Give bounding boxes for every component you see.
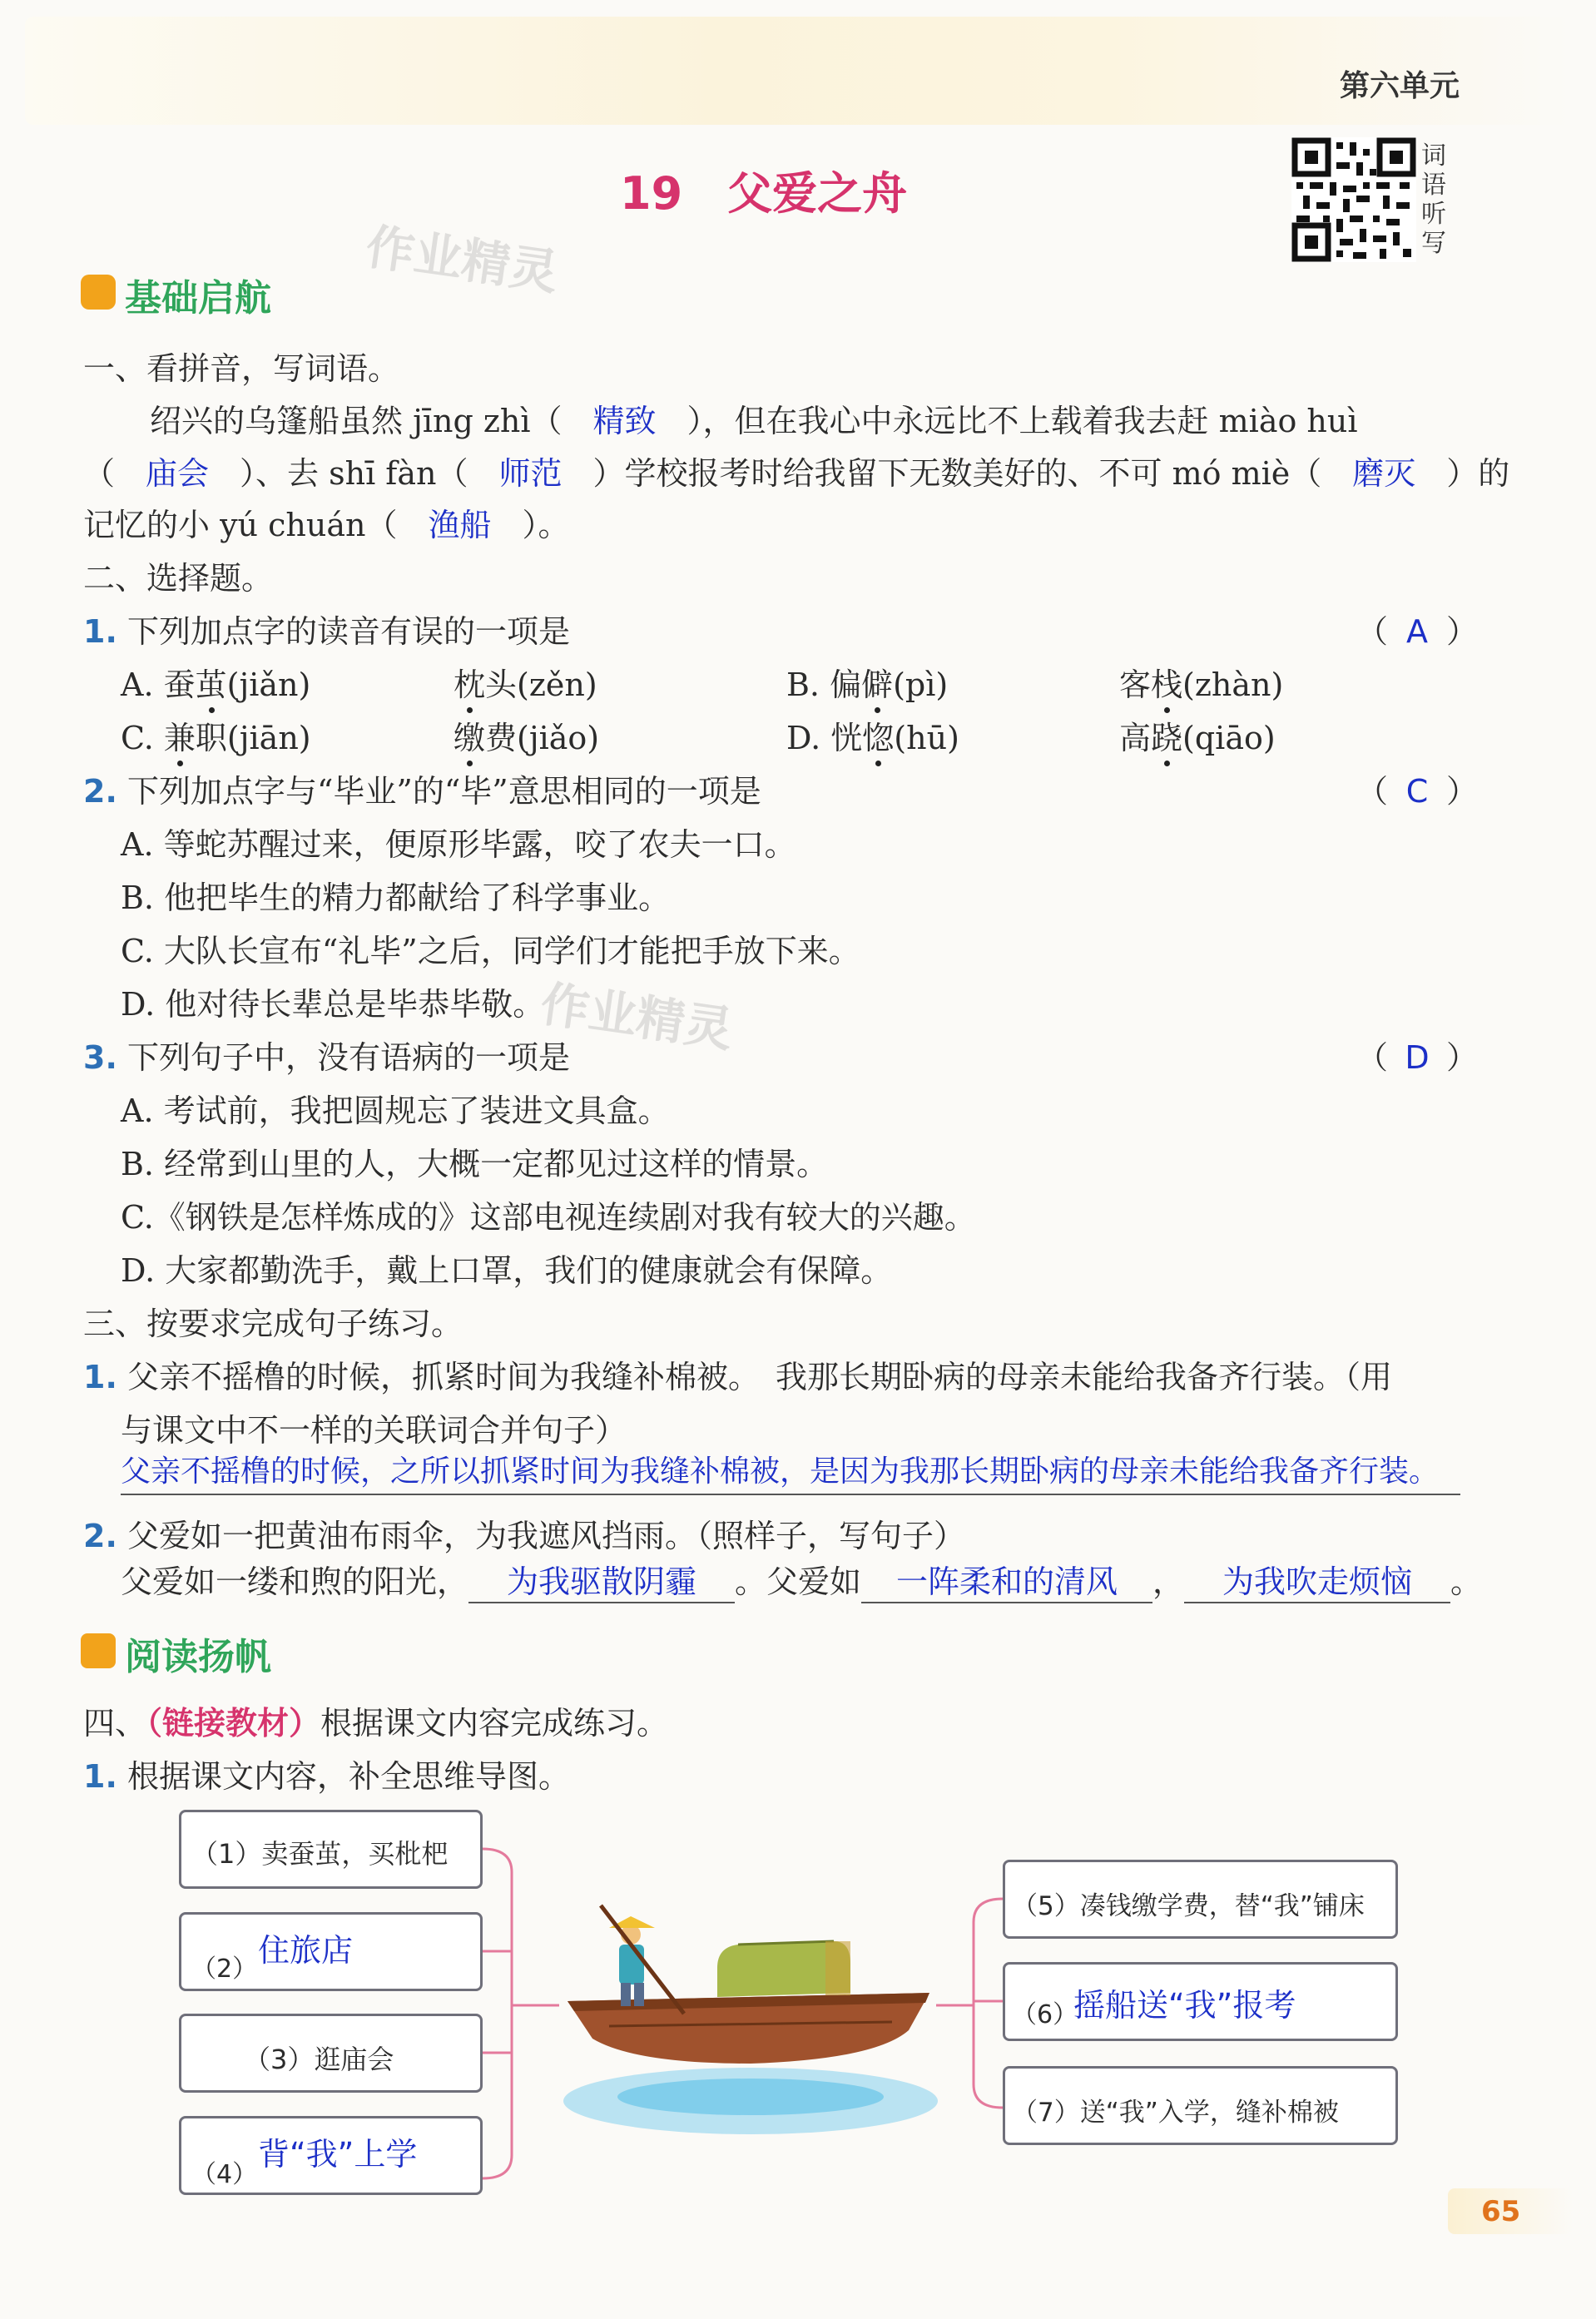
option: D. 他对待长辈总是毕恭毕敬。 <box>121 986 545 1023</box>
q1-text: ），但在我心中永远比不上载着我去赶 miào huì <box>686 403 1358 439</box>
q3-item1-line2: 与课文中不一样的关联词合并句子） <box>121 1412 627 1449</box>
mindmap-text: （1）卖蚕茧，买枇杷 <box>191 1838 449 1870</box>
q1-answer: 庙会 <box>146 455 210 492</box>
question-text: 根据课文内容，补全思维导图。 <box>126 1758 570 1795</box>
mindmap-answer: 住旅店 <box>258 1932 354 1969</box>
mindmap-box-4 <box>179 2116 483 2195</box>
paren: （ <box>1356 613 1389 650</box>
mindmap-box-2 <box>179 1912 483 1991</box>
q3-answer: 一阵柔和的清风 <box>861 1556 1152 1603</box>
choice-answer: A <box>1406 613 1429 650</box>
paren: （ <box>1356 1039 1389 1076</box>
mindmap-label: （4） <box>191 2160 258 2189</box>
mindmap-box-6 <box>1003 1962 1398 2041</box>
question-stem: 下列加点字的读音有误的一项是 <box>126 613 570 650</box>
question-text: 父爱如一把黄油布雨伞，为我遮风挡雨。（照样子，写句子） <box>126 1518 965 1554</box>
q1-answer: 磨灭 <box>1352 455 1416 492</box>
option: B. 经常到山里的人，大概一定都见过这样的情景。 <box>121 1146 829 1182</box>
paren: ） <box>1446 613 1479 650</box>
option: D. 大家都勤洗手，戴上口罩，我们的健康就会有保障。 <box>121 1252 893 1289</box>
choice-answer: C <box>1405 773 1429 810</box>
mindmap-label: （2） <box>191 1955 258 1984</box>
q1-answer: 师范 <box>498 455 563 492</box>
question-stem: 下列句子中，没有语病的一项是 <box>126 1039 570 1076</box>
q3-answer: 为我吹走烦恼 <box>1184 1556 1450 1603</box>
choice-answer: D <box>1405 1039 1430 1076</box>
option: 高跷(qiāo) <box>1119 720 1276 756</box>
page-number: 65 <box>1481 2195 1521 2228</box>
question-number: 2. <box>83 1518 117 1554</box>
unit-label: 第六单元 <box>1340 69 1460 103</box>
q1-text: ）、去 shī fàn（ <box>240 455 468 492</box>
q3-item1-answer: 父亲不摇橹的时候，之所以抓紧时间为我缝补棉被，是因为我那长期卧病的母亲未能给我备齐行装。 <box>121 1454 1440 1489</box>
paren: （ <box>1356 773 1389 810</box>
q4-number: 四、 <box>83 1705 147 1742</box>
mindmap-text: （5）凑钱缴学费，替“我”铺床 <box>1012 1891 1365 1921</box>
q3-text: 父爱如一缕和煦的阳光， <box>121 1563 469 1600</box>
lesson-title: 19 父爱之舟 <box>620 167 908 220</box>
question-number: 1. <box>83 1359 117 1395</box>
q3-text: 。 <box>1450 1563 1483 1600</box>
q1-answer: 精致 <box>592 403 657 439</box>
section-title-foundation: 基础启航 <box>125 277 271 320</box>
mindmap-text: （3）逛庙会 <box>244 2044 394 2075</box>
q3-answer: 为我驱散阴霾 <box>468 1556 735 1603</box>
option: D. 恍惚(hū) <box>786 720 959 756</box>
watermark: 作业精灵 <box>537 975 736 1058</box>
boat-illustration <box>559 1893 942 2143</box>
q1-answer: 渔船 <box>428 507 492 543</box>
q3-text: 。父爱如 <box>735 1563 862 1600</box>
option: A. 蚕茧(jiǎn) <box>121 666 311 703</box>
q2-heading: 二、选择题。 <box>83 560 274 597</box>
mindmap-box-7 <box>1003 2066 1398 2145</box>
mindmap-label: （6） <box>1012 2000 1078 2029</box>
question-number: 3. <box>83 1039 117 1076</box>
mindmap-box-3 <box>179 2014 483 2093</box>
q1-text: ）的 <box>1446 455 1510 492</box>
q3-heading: 三、按要求完成句子练习。 <box>83 1306 463 1342</box>
question-number: 2. <box>83 773 117 810</box>
option: A. 考试前，我把圆规忘了装进文具盒。 <box>121 1093 670 1129</box>
qr-caption: 词语听写 <box>1421 141 1446 258</box>
option: C. 兼职(jiān) <box>121 720 311 756</box>
option: 客栈(zhàn) <box>1119 666 1284 703</box>
option: C. 大队长宣布“礼毕”之后，同学们才能把手放下来。 <box>121 933 860 969</box>
q1-text: 绍兴的乌篷船虽然 jīng zhì（ <box>150 403 563 439</box>
paren: ） <box>1446 1039 1479 1076</box>
paren: ） <box>1446 773 1479 810</box>
q3-text: ， <box>1152 1563 1185 1600</box>
option: B. 他把毕生的精力都献给了科学事业。 <box>121 880 671 916</box>
mindmap-box-5 <box>1003 1860 1398 1939</box>
q1-text: 记忆的小 yú chuán（ <box>83 507 398 543</box>
mindmap-text: （7）送“我”入学，缝补棉被 <box>1012 2098 1339 2128</box>
q1-heading: 一、看拼音，写词语。 <box>83 350 400 387</box>
q4-text: 根据课文内容完成练习。 <box>320 1705 669 1742</box>
option: A. 等蛇苏醒过来，便原形毕露，咬了农夫一口。 <box>121 826 796 863</box>
question-number: 1. <box>83 613 117 650</box>
mindmap-answer: 摇船送“我”报考 <box>1073 1987 1296 2024</box>
option: 缴费(jiǎo) <box>454 720 600 756</box>
section-title-reading: 阅读扬帆 <box>125 1636 271 1678</box>
q4-tag: （链接教材） <box>146 1704 321 1742</box>
mindmap-box-1 <box>179 1810 483 1889</box>
watermark: 作业精灵 <box>362 218 562 301</box>
question-stem: 下列加点字与“毕业”的“毕”意思相同的一项是 <box>126 773 761 810</box>
q1-text: ）。 <box>522 507 570 543</box>
option: B. 偏僻(pì) <box>786 666 949 703</box>
q1-text: ）学校报考时给我留下无数美好的、不可 mó miè（ <box>592 455 1322 492</box>
option: 枕头(zěn) <box>454 666 597 703</box>
mindmap-answer: 背“我”上学 <box>258 2136 418 2173</box>
option: C.《钢铁是怎样炼成的》这部电视连续剧对我有较大的兴趣。 <box>121 1199 976 1236</box>
question-text: 父亲不摇橹的时候，抓紧时间为我缝补棉被。 我那长期卧病的母亲未能给我备齐行装。（用 <box>126 1359 1392 1395</box>
q1-text: （ <box>83 455 116 492</box>
question-number: 1. <box>83 1758 117 1795</box>
